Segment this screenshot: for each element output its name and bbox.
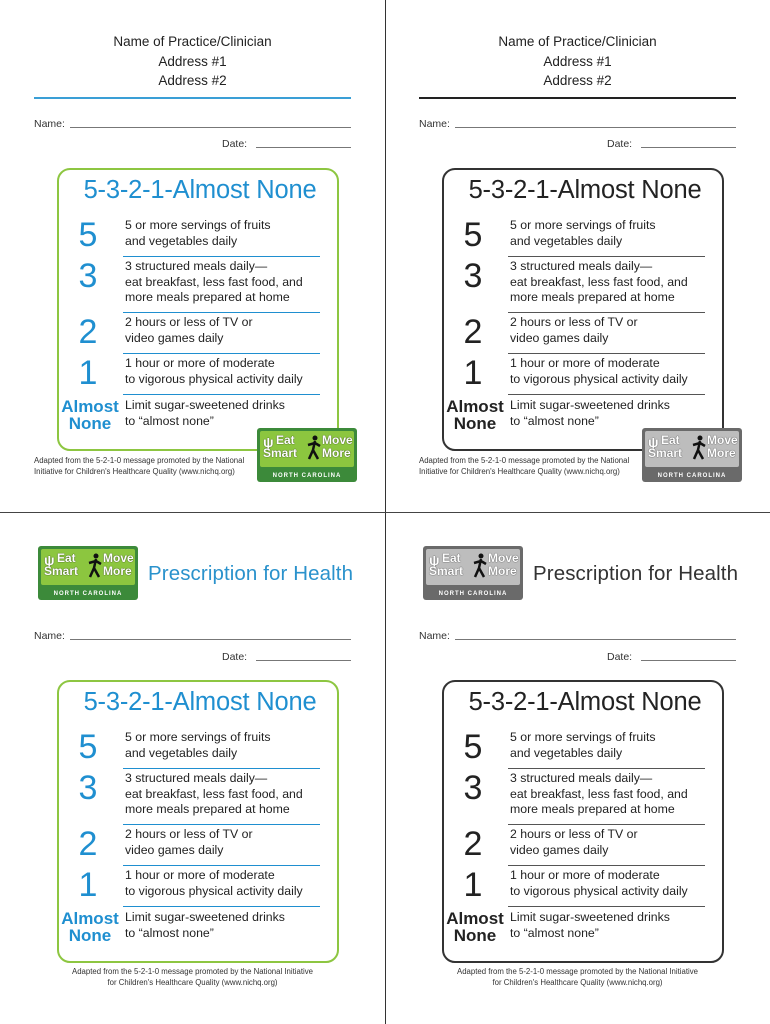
guideline-card: [442, 680, 724, 963]
name-label: Name:: [419, 118, 450, 130]
row-text: 3 structured meals daily— eat breakfast, less fast food, and more meals prepared at home: [125, 771, 303, 816]
header-rule: [34, 97, 351, 99]
practice-header: [385, 32, 770, 91]
date-label: Date:: [607, 651, 633, 663]
row-number: Almost None: [446, 397, 504, 433]
practice-address-2: Address #2: [158, 73, 227, 88]
row-text: 5 or more servings of fruits and vegetables daily: [510, 218, 656, 248]
row-text: 3 structured meals daily— eat breakfast, less fast food, and more meals prepared at home: [125, 259, 303, 304]
row-separator: [508, 312, 705, 313]
attribution: Adapted from the 5-2-1-0 message promoted by the National Initiative for Children's Healthcare Quality (www.nichq.org): [457, 967, 698, 987]
row-number: 3: [78, 257, 98, 295]
date-field[interactable]: [607, 651, 736, 663]
eat-smart-move-more-logo: ψ Eat Smart Move More NORTH CAROLINA: [257, 428, 357, 482]
row-number: 1: [463, 354, 483, 392]
row-number: 1: [78, 354, 98, 392]
row-number: 2: [78, 313, 98, 351]
date-field[interactable]: [222, 138, 351, 150]
row-text: 2 hours or less of TV or video games daily: [510, 827, 638, 857]
row-separator: [508, 865, 705, 866]
row-text: 1 hour or more of moderate to vigorous physical activity daily: [510, 868, 688, 898]
row-separator: [123, 768, 320, 769]
row-text: 2 hours or less of TV or video games daily: [510, 315, 638, 345]
rx-header: [423, 546, 743, 600]
row-separator: [123, 394, 320, 395]
fork-knife-icon: ψ: [44, 552, 55, 568]
fork-knife-icon: ψ: [648, 434, 659, 450]
row-number: Almost None: [446, 909, 504, 945]
card-title: 5-3-2-1-Almost None: [83, 176, 317, 204]
prescription-pad-top-right: [385, 0, 770, 512]
row-text: Limit sugar-sweetened drinks to “almost none”: [125, 910, 285, 940]
practice-name: Name of Practice/Clinician: [113, 34, 272, 49]
name-field[interactable]: [34, 118, 351, 130]
fork-knife-icon: ψ: [429, 552, 440, 568]
row-number: 5: [463, 216, 483, 254]
row-separator: [508, 768, 705, 769]
row-separator: [123, 865, 320, 866]
row-number: 5: [78, 216, 98, 254]
prescription-pad-bottom-left: [0, 512, 385, 1024]
practice-header: [0, 32, 385, 91]
row-text: 1 hour or more of moderate to vigorous physical activity daily: [125, 356, 303, 386]
row-separator: [508, 256, 705, 257]
eat-smart-move-more-logo: ψ Eat Smart Move More NORTH CAROLINA: [423, 546, 523, 600]
name-field[interactable]: [419, 118, 736, 130]
rx-title: Prescription for Health: [148, 562, 354, 585]
row-separator: [508, 353, 705, 354]
row-separator: [508, 906, 705, 907]
row-separator: [508, 394, 705, 395]
eat-smart-move-more-logo: ψ Eat Smart Move More NORTH CAROLINA: [642, 428, 742, 482]
row-number: 3: [78, 769, 98, 807]
row-number: Almost None: [61, 909, 119, 945]
row-separator: [123, 312, 320, 313]
row-number: 2: [463, 313, 483, 351]
name-field[interactable]: [419, 630, 736, 642]
name-field[interactable]: [34, 630, 351, 642]
row-separator: [123, 353, 320, 354]
row-number: Almost None: [61, 397, 119, 433]
row-text: 1 hour or more of moderate to vigorous physical activity daily: [510, 356, 688, 386]
card-title: 5-3-2-1-Almost None: [468, 688, 702, 716]
date-label: Date:: [607, 138, 633, 150]
row-number: 3: [463, 257, 483, 295]
attribution: Adapted from the 5-2-1-0 message promoted by the National Initiative for Children's Healthcare Quality (www.nichq.org): [419, 456, 630, 476]
rx-header: [38, 546, 358, 600]
row-number: 1: [463, 866, 483, 904]
row-text: 2 hours or less of TV or video games daily: [125, 827, 253, 857]
date-label: Date:: [222, 138, 248, 150]
attribution: Adapted from the 5-2-1-0 message promoted by the National Initiative for Children's Healthcare Quality (www.nichq.org): [34, 456, 245, 476]
row-number: 5: [78, 728, 98, 766]
card-title: 5-3-2-1-Almost None: [468, 176, 702, 204]
date-field[interactable]: [607, 138, 736, 150]
practice-address-2: Address #2: [543, 73, 612, 88]
row-text: Limit sugar-sweetened drinks to “almost none”: [125, 398, 285, 428]
running-figure-icon: [692, 435, 706, 463]
header-rule: [419, 97, 736, 99]
prescription-pad-top-left: [0, 0, 385, 512]
name-label: Name:: [419, 630, 450, 642]
practice-address-1: Address #1: [543, 53, 612, 69]
practice-name: Name of Practice/Clinician: [498, 34, 657, 49]
row-number: 5: [463, 728, 483, 766]
row-text: 2 hours or less of TV or video games daily: [125, 315, 253, 345]
row-text: Limit sugar-sweetened drinks to “almost none”: [510, 910, 670, 940]
row-separator: [123, 256, 320, 257]
date-field[interactable]: [222, 651, 351, 663]
row-text: 5 or more servings of fruits and vegetables daily: [510, 730, 656, 760]
rx-title: Prescription for Health: [533, 562, 739, 585]
eat-smart-move-more-logo: ψ Eat Smart Move More NORTH CAROLINA: [38, 546, 138, 600]
name-label: Name:: [34, 118, 65, 130]
fork-knife-icon: ψ: [263, 434, 274, 450]
row-text: 5 or more servings of fruits and vegetables daily: [125, 218, 271, 248]
guideline-card: [57, 168, 339, 451]
prescription-pad-bottom-right: [385, 512, 770, 1024]
running-figure-icon: [307, 435, 321, 463]
guideline-card: [442, 168, 724, 451]
row-text: Limit sugar-sweetened drinks to “almost none”: [510, 398, 670, 428]
attribution: Adapted from the 5-2-1-0 message promoted by the National Initiative for Children's Healthcare Quality (www.nichq.org): [72, 967, 313, 987]
row-number: 1: [78, 866, 98, 904]
row-text: 1 hour or more of moderate to vigorous physical activity daily: [125, 868, 303, 898]
name-label: Name:: [34, 630, 65, 642]
row-number: 3: [463, 769, 483, 807]
row-text: 5 or more servings of fruits and vegetables daily: [125, 730, 271, 760]
row-separator: [123, 906, 320, 907]
date-label: Date:: [222, 651, 248, 663]
row-number: 2: [463, 825, 483, 863]
running-figure-icon: [473, 553, 487, 581]
guideline-card: [57, 680, 339, 963]
row-separator: [508, 824, 705, 825]
practice-address-1: Address #1: [158, 53, 227, 69]
row-text: 3 structured meals daily— eat breakfast, less fast food, and more meals prepared at home: [510, 259, 688, 304]
row-text: 3 structured meals daily— eat breakfast, less fast food, and more meals prepared at home: [510, 771, 688, 816]
running-figure-icon: [88, 553, 102, 581]
row-separator: [123, 824, 320, 825]
card-title: 5-3-2-1-Almost None: [83, 688, 317, 716]
row-number: 2: [78, 825, 98, 863]
